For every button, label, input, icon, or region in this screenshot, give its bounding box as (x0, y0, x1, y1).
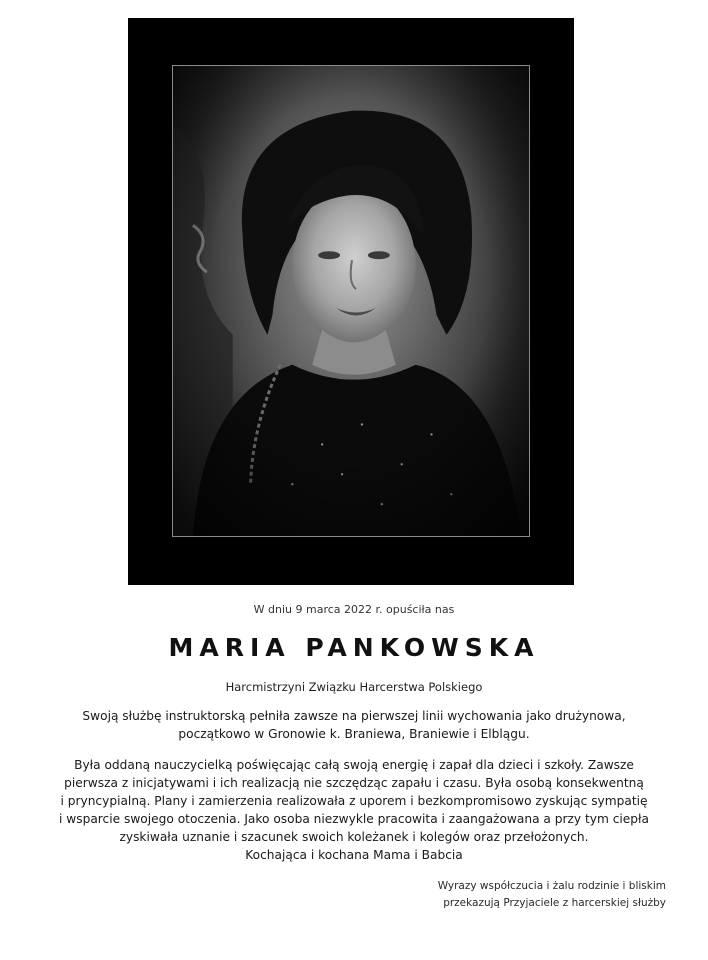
paragraph-line: początkowo w Gronowie k. Braniewa, Braniewie i Elblągu. (178, 727, 530, 741)
portrait-image (173, 66, 529, 536)
memorial-photo-frame (128, 18, 574, 585)
paragraph-line: i wsparcie swojego otoczenia. Jako osoba niezwykle pracowita i zaangażowana a przy tym ciepła (59, 812, 649, 826)
paragraph-line: i pryncypialną. Plany i zamierzenia realizowała z uporem i bezkompromisowo zyskując sympatię (60, 794, 648, 808)
condolences-line: przekazują Przyjaciele z harcerskiej służby (443, 897, 666, 909)
paragraph-biography (0, 756, 708, 864)
paragraph-line: Kochająca i kochana Mama i Babcia (245, 848, 463, 862)
paragraph-line: pierwsza z inicjatywami i ich realizacją nie szczędząc zapału i czasu. Była osobą konsekwentną (64, 776, 644, 790)
condolences-line: Wyrazy współczucia i żalu rodzinie i bliskim (437, 880, 666, 892)
date-line: W dniu 9 marca 2022 r. opuściła nas (253, 603, 455, 616)
paragraph-service (0, 707, 708, 743)
role-title: Harcmistrzyni Związku Harcerstwa Polskiego (225, 680, 483, 694)
deceased-name: MARIA PANKOWSKA (168, 633, 540, 662)
paragraph-line: Była oddaną nauczycielką poświęcając całą swoją energię i zapał dla dzieci i szkoły. Zawsze (74, 758, 634, 772)
paragraph-line: zyskiwała uznanie i szacunek swoich koleżanek i kolegów oraz przełożonych. (119, 830, 589, 844)
paragraph-line: Swoją służbę instruktorską pełniła zawsze na pierwszej linii wychowania jako drużynowa, (82, 709, 626, 723)
portrait-photo (172, 65, 530, 537)
condolences (438, 878, 666, 912)
